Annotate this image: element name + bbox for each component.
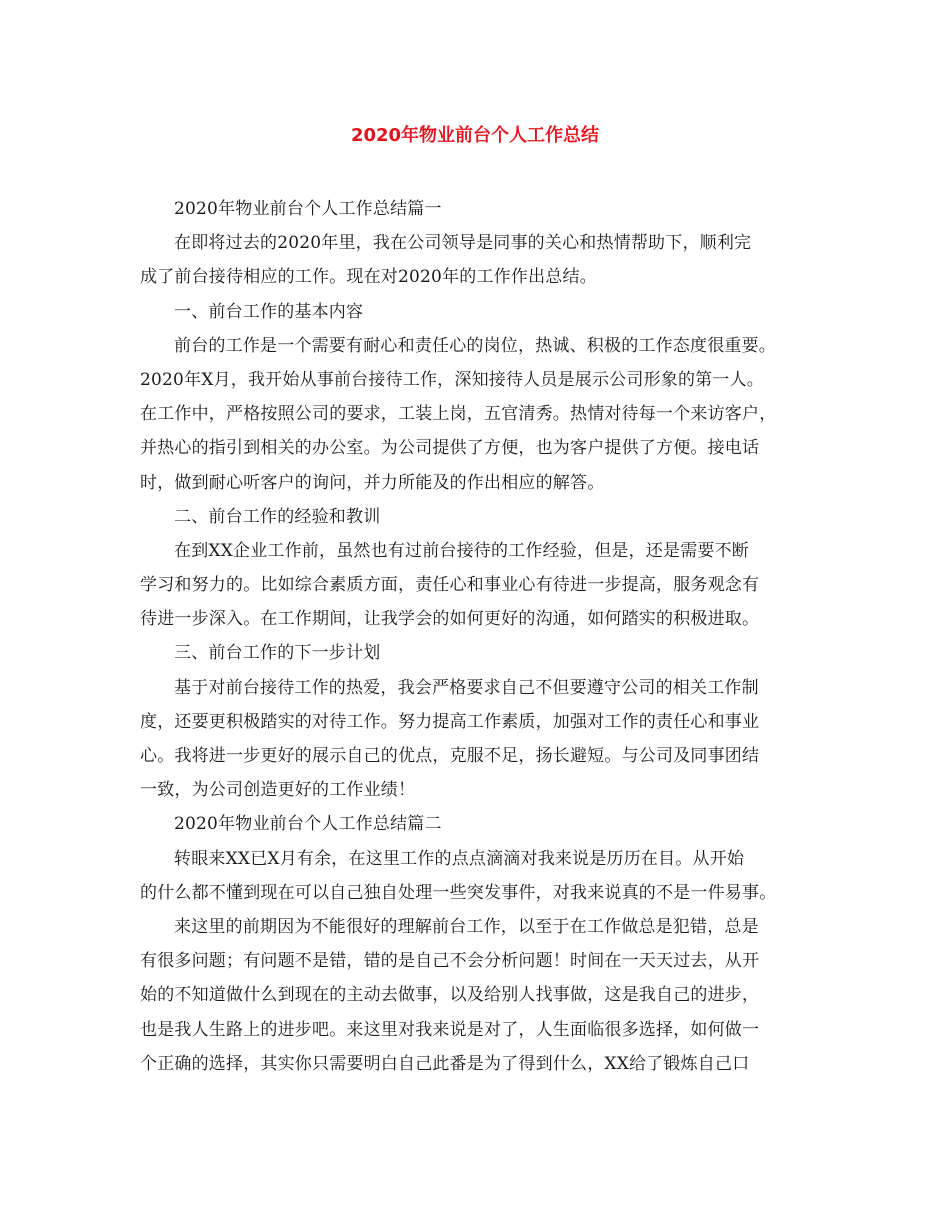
text-line: 并热心的指引到相关的办公室。为公司提供了方便，也为客户提供了方便。接电话 <box>140 438 760 459</box>
text-line: 时，做到耐心听客户的询问，并力所能及的作出相应的解答。 <box>140 472 605 493</box>
text-line: 学习和努力的。比如综合素质方面，责任心和事业心有待进一步提高，服务观念有 <box>140 575 760 596</box>
text-line: 基于对前台接待工作的热爱，我会严格要求自己不但要遵守公司的相关工作制 <box>174 677 759 698</box>
text-line: 前台的工作是一个需要有耐心和责任心的岗位，热诚、积极的工作态度很重要。 <box>174 335 776 356</box>
text-line: 在到XX企业工作前，虽然也有过前台接待的工作经验，但是，还是需要不断 <box>174 540 750 561</box>
text-line: 度，还要更积极踏实的对待工作。努力提高工作素质，加强对工作的责任心和事业 <box>140 711 760 732</box>
text-line: 三、前台工作的下一步计划 <box>174 643 381 664</box>
text-line: 待进一步深入。在工作期间，让我学会的如何更好的沟通，如何踏实的积极进取。 <box>140 609 760 630</box>
text-line: 一致，为公司创造更好的工作业绩！ <box>140 780 416 801</box>
text-line: 成了前台接待相应的工作。现在对2020年的工作作出总结。 <box>140 267 597 288</box>
text-line: 在工作中，严格按照公司的要求，工装上岗，五官清秀。热情对待每一个来访客户， <box>140 404 777 425</box>
text-line: 2020年物业前台个人工作总结篇一 <box>174 199 442 219</box>
text-line: 也是我人生路上的进步吧。来这里对我来说是对了，人生面临很多选择，如何做一 <box>140 1019 760 1040</box>
document-body <box>140 192 820 1081</box>
text-line: 心。我将进一步更好的展示自己的优点，克服不足，扬长避短。与公司及同事团结 <box>140 746 760 766</box>
text-line: 二、前台工作的经验和教训 <box>174 506 381 527</box>
text-line: 个正确的选择，其实你只需要明白自己此番是为了得到什么，XX给了锻炼自己口 <box>140 1053 750 1074</box>
text-line: 有很多问题；有问题不是错，错的是自己不会分析问题！时间在一天天过去，从开 <box>140 951 760 972</box>
text-line: 来这里的前期因为不能很好的理解前台工作，以至于在工作做总是犯错，总是 <box>174 916 759 937</box>
text-line: 的什么都不懂到现在可以自己独自处理一些突发事件，对我来说真的不是一件易事。 <box>140 882 777 903</box>
text-line: 2020年X月，我开始从事前台接待工作，深知接待人员是展示公司形象的第一人。 <box>140 369 764 390</box>
document-title: 2020年物业前台个人工作总结 <box>350 125 600 146</box>
text-line: 2020年物业前台个人工作总结篇二 <box>174 814 442 835</box>
text-line: 一、前台工作的基本内容 <box>174 301 364 322</box>
text-line: 始的不知道做什么到现在的主动去做事，以及给别人找事做，这是我自己的进步， <box>140 985 760 1006</box>
text-line: 转眼来XX已X月有余，在这里工作的点点滴滴对我来说是历历在目。从开始 <box>174 848 745 869</box>
text-line: 在即将过去的2020年里，我在公司领导是同事的关心和热情帮助下，顺利完 <box>174 233 752 254</box>
